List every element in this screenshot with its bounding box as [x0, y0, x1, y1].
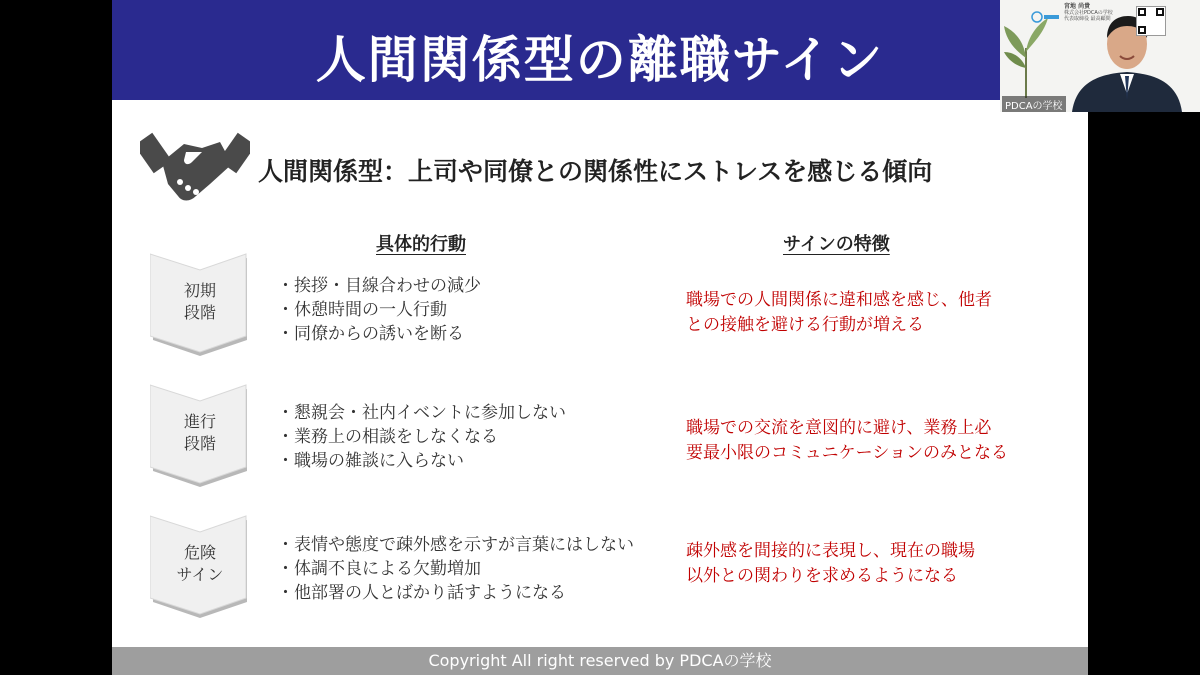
- webcam-caption: PDCAの学校: [1002, 96, 1066, 112]
- action-item: ・ 懇親会・社内イベントに参加しない: [277, 401, 566, 425]
- stage-label-line2: サイン: [176, 565, 224, 584]
- stage-label-line1: 進行: [183, 412, 216, 431]
- action-item: ・ 挨拶・目線合わせの減少: [277, 274, 481, 298]
- sign-line: 職場での交流を意図的に避け、業務上必: [686, 418, 992, 438]
- slide-title: 人間関係型の離職サイン: [315, 31, 885, 89]
- name-card-name: 宮地 尚貴: [1064, 3, 1091, 10]
- action-item: ・ 他部署の人とばかり話すようになる: [277, 581, 634, 605]
- stage-label-line2: 段階: [183, 434, 216, 453]
- handshake-icon: [140, 122, 250, 212]
- stage-sign-initial: [686, 288, 1026, 338]
- sign-line: 以外との関わりを求めるようになる: [686, 566, 958, 586]
- qr-code: [1136, 6, 1166, 36]
- stage-label-line1: 危険: [183, 543, 216, 562]
- action-item: ・ 業務上の相談をしなくなる: [277, 425, 566, 449]
- sign-line: 要最小限のコミュニケーションのみとなる: [686, 443, 1008, 463]
- stage-actions-initial: [277, 274, 481, 346]
- action-item: ・ 職場の雑談に入らない: [277, 449, 566, 473]
- stage-actions-progress: [277, 401, 566, 473]
- pdca-logo-icon: [1030, 10, 1060, 24]
- slide: [112, 0, 1088, 675]
- stage-label: [150, 280, 250, 324]
- webcam-overlay[interactable]: [1000, 0, 1200, 112]
- action-item: ・ 体調不良による欠勤増加: [277, 557, 634, 581]
- actions-column-header: 具体的行動: [376, 234, 466, 255]
- stage-label-line2: 段階: [183, 303, 216, 322]
- title-bar: [112, 0, 1088, 100]
- sign-line: 職場での人間関係に違和感を感じ、他者: [686, 290, 992, 310]
- sign-line: との接触を避ける行動が増える: [686, 315, 924, 335]
- name-card-sub: 株式会社PDCAの学校 代表取締役 最高顧問: [1064, 10, 1113, 22]
- stage-label-line1: 初期: [183, 281, 216, 300]
- stage-chevron-progress: [150, 381, 250, 489]
- sign-line: 疎外感を間接的に表現し、現在の職場: [686, 541, 975, 561]
- action-item: ・ 休憩時間の一人行動: [277, 298, 481, 322]
- slide-content: [112, 100, 1088, 647]
- slide-subtitle: 人間関係型：上司や同僚との関係性にストレスを感じる傾向: [258, 157, 933, 186]
- copyright-footer: Copyright All right reserved by PDCAの学校: [112, 647, 1088, 675]
- stage-actions-danger: [277, 533, 634, 605]
- stage-label: [150, 542, 250, 586]
- signs-column-header: サインの特徴: [783, 234, 890, 255]
- stage-chevron-initial: [150, 250, 250, 358]
- stage-chevron-danger: [150, 512, 250, 620]
- stage-sign-danger: [686, 539, 1026, 589]
- action-item: ・ 同僚からの誘いを断る: [277, 322, 481, 346]
- stage-sign-progress: [686, 416, 1026, 466]
- action-item: ・ 表情や態度で疎外感を示すが言葉にはしない: [277, 533, 634, 557]
- stage-label: [150, 411, 250, 455]
